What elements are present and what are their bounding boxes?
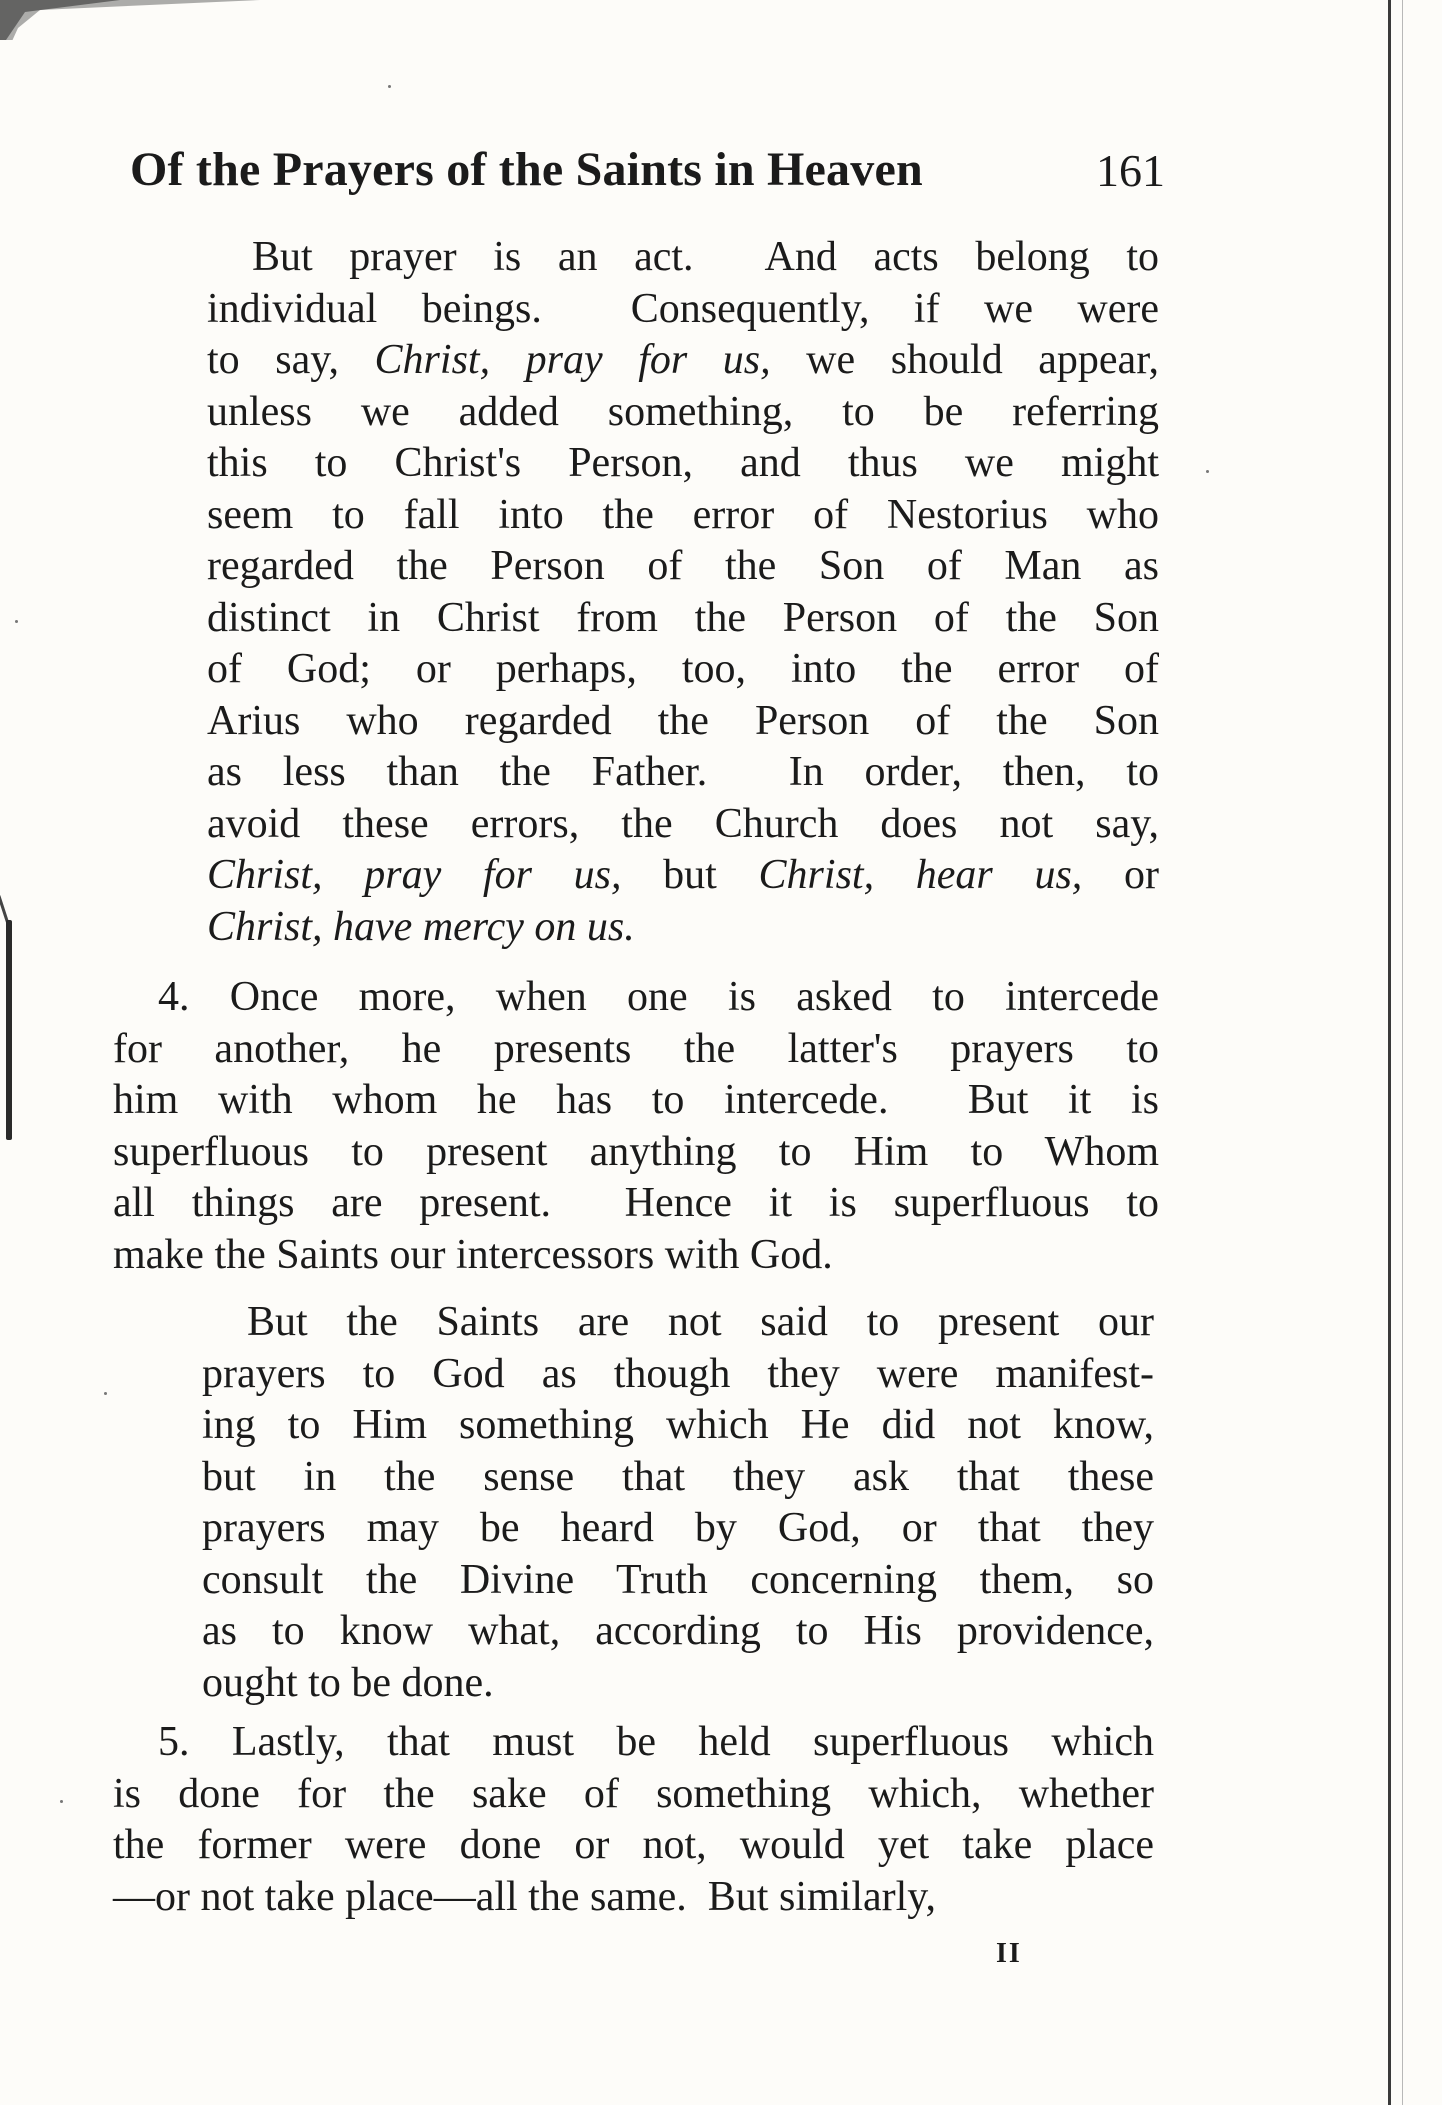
text-line: 5. Lastly, that must be held superfluous which	[158, 1719, 1154, 1765]
scan-speck	[104, 1392, 107, 1395]
text-line: But the Saints are not said to present our	[247, 1299, 1154, 1345]
scan-speck	[388, 85, 391, 88]
text-line: regarded the Person of the Son of Man as	[207, 543, 1159, 589]
text-line: of God; or perhaps, too, into the error of	[207, 646, 1159, 692]
text-line: Arius who regarded the Person of the Son	[207, 697, 1159, 744]
text-line: distinct in Christ from the Person of the Son	[207, 594, 1159, 641]
text-line: but in the sense that they ask that these	[202, 1453, 1154, 1500]
text-line: Christ, pray for us, but Christ, hear us, or	[207, 852, 1159, 898]
scan-edge-mark	[6, 920, 12, 1140]
running-head	[130, 142, 1165, 212]
text-line: prayers may be heard by God, or that they	[202, 1505, 1154, 1551]
scan-speck	[60, 1800, 63, 1803]
reply-paragraph-2	[202, 1297, 1154, 1709]
text-line: ing to Him something which He did not know,	[202, 1402, 1154, 1448]
scan-edge-rule-faint	[1402, 0, 1403, 2105]
text-line: superfluous to present anything to Him to Whom	[113, 1128, 1159, 1175]
text-line: unless we added something, to be referring	[207, 388, 1159, 435]
text-line: all things are present. Hence it is superfluous to	[113, 1180, 1159, 1226]
text-line: But prayer is an act. And acts belong to	[252, 234, 1159, 280]
text-line: make the Saints our intercessors with God.	[113, 1231, 833, 1278]
text-line: ought to be done.	[202, 1659, 494, 1706]
text-line: the former were done or not, would yet take place	[113, 1822, 1154, 1868]
objection-4-paragraph	[113, 972, 1159, 1281]
scan-speck	[15, 620, 18, 623]
objection-5-paragraph	[113, 1717, 1154, 1923]
text-line: Christ, have mercy on us.	[207, 903, 635, 950]
running-head-title: Of the Prayers of the Saints in Heaven	[130, 143, 923, 196]
text-line: seem to fall into the error of Nestorius who	[207, 491, 1159, 538]
text-line: avoid these errors, the Church does not say,	[207, 800, 1159, 847]
text-line: —or not take place—all the same. But similarly,	[113, 1873, 937, 1920]
scan-speck	[1206, 470, 1209, 473]
text-line: is done for the sake of something which, whether	[113, 1770, 1154, 1817]
text-line: as to know what, according to His providence,	[202, 1608, 1154, 1654]
reply-paragraph-1	[207, 232, 1159, 953]
text-line: as less than the Father. In order, then, to	[207, 749, 1159, 795]
text-line: prayers to God as though they were manifest-	[202, 1350, 1154, 1397]
text-line: consult the Divine Truth concerning them, so	[202, 1556, 1154, 1603]
text-line: this to Christ's Person, and thus we might	[207, 440, 1159, 486]
text-line: for another, he presents the latter's prayers to	[113, 1025, 1159, 1072]
text-line: 4. Once more, when one is asked to intercede	[158, 974, 1159, 1020]
text-line: individual beings. Consequently, if we were	[207, 285, 1159, 332]
scan-corner-smudge	[0, 0, 260, 40]
scan-edge-rule	[1388, 0, 1391, 2105]
text-line: to say, Christ, pray for us, we should appear,	[207, 337, 1159, 383]
text-line: him with whom he has to intercede. But it is	[113, 1077, 1159, 1123]
printer-signature-mark: II	[996, 1938, 1022, 1969]
page-number: 161	[1096, 145, 1165, 196]
